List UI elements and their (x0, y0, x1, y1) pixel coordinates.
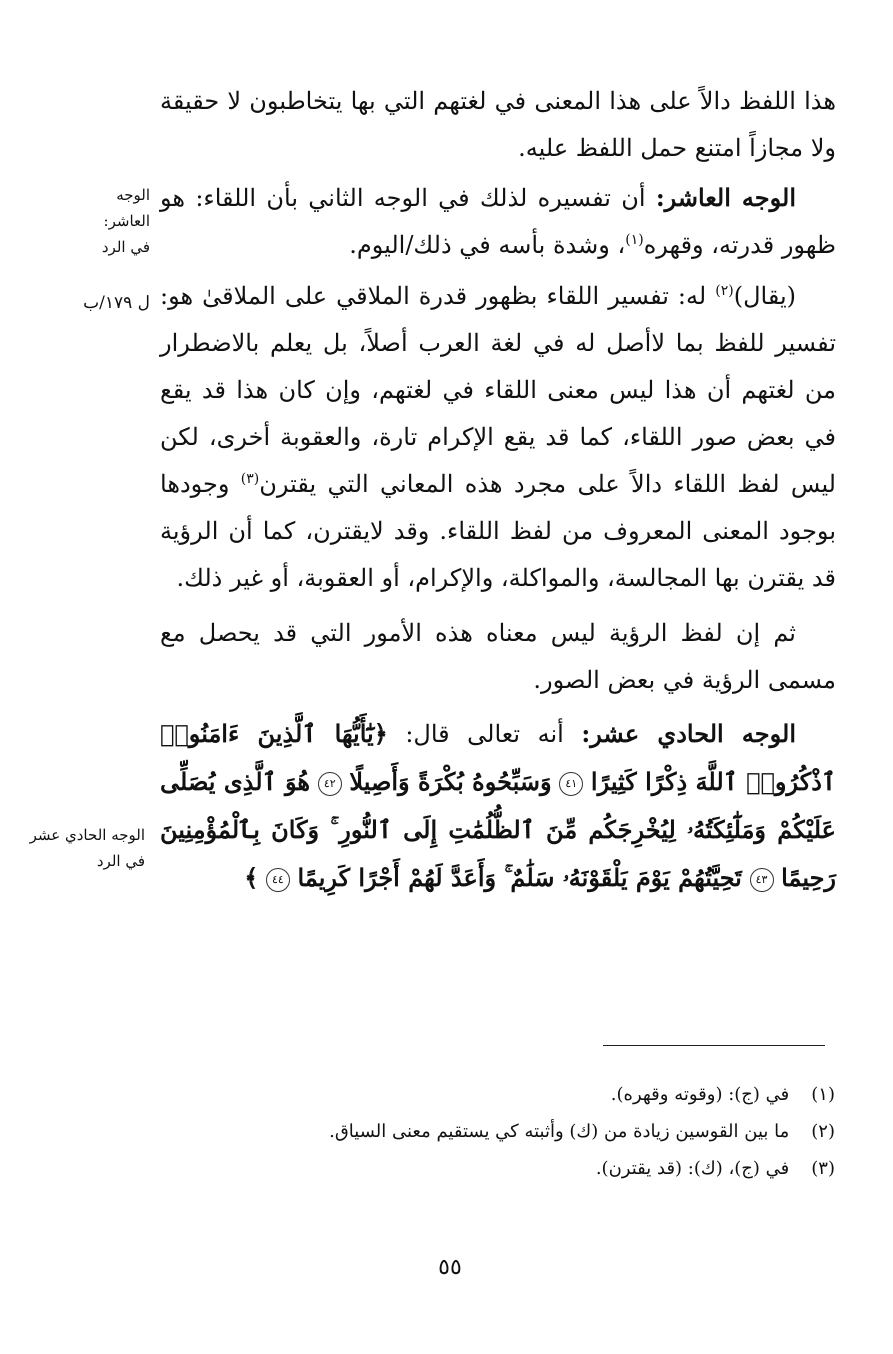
verse-number-marker: ٤٣ (750, 868, 774, 892)
quran-bracket-close: ﴾ (244, 863, 259, 892)
footnote-text: في (ج)، (ك): (قد يقترن). (595, 1158, 790, 1179)
verse-number-marker: ٤١ (559, 772, 583, 796)
footnote-ref[interactable]: (٢) (715, 283, 734, 299)
footnote-number: (٣) (811, 1158, 835, 1179)
margin-note-tenth-aspect: الوجه العاشر: في الرد (101, 186, 150, 256)
paragraph-text: (يقال) (733, 282, 796, 310)
footnote-ref[interactable]: (٣) (240, 471, 260, 487)
margin-note-folio: ل ١٧٩/ب (83, 293, 150, 313)
margin-note-eleventh-aspect: الوجه الحادي عشر في الرد (29, 826, 145, 870)
quran-verse: وَسَبِّحُوهُ بُكْرَةً وَأَصِيلًا (349, 767, 552, 796)
footnote-separator (603, 1045, 825, 1046)
footnote-text: ما بين القوسين زيادة من (ك) وأثبته كي يستقيم معنى السياق. (329, 1121, 790, 1142)
paragraph-reply (160, 273, 836, 602)
quran-verse: يَٰٓأَيُّهَا ٱلَّذِينَ ءَامَنُوا۟ ٱذْكُرُوا۟ ٱللَّهَ ذِكْرًا كَثِيرًا (160, 719, 836, 796)
paragraph-text: وجودها بوجود المعنى المعروف من لفظ اللقاء. وقد لايقترن، كما أن الرؤية قد يقترن بها المجالسة، والمواكلة، والإكرام، أو العقوبة، أو غير ذلك. (160, 470, 836, 592)
verse-number-marker: ٤٤ (266, 868, 290, 892)
footnote-3 (250, 1150, 835, 1187)
paragraph-tenth-aspect (160, 174, 836, 269)
paragraph-vision: ثم إن لفظ الرؤية ليس معناه هذه الأمور التي قد يحصل مع مسمى الرؤية في بعض الصور. (160, 619, 836, 694)
footnote-ref[interactable]: (١) (625, 232, 644, 248)
paragraph-continuation: هذا اللفظ دالاً على هذا المعنى في لغتهم التي بها يتخاطبون لا حقيقة ولا مجازاً امتنع حمل اللفظ عليه. (160, 87, 836, 162)
footnote-number: (٢) (811, 1121, 835, 1142)
section-heading: الوجه الحادي عشر: (581, 719, 796, 748)
page-number: ٥٥ (438, 1255, 462, 1280)
footnote-text: في (ج): (وقوته وقهره). (610, 1084, 790, 1105)
paragraph-text: له: تفسير اللقاء بظهور قدرة الملاقي على الملاقىٰ هو: تفسير للفظ بما لاأصل له في لغة العرب أصلاً، بل يعلم بالاضطرار من لغتهم أن هذا ليس معنى اللقاء في لغتهم، وإن كان هذا قد يقع في بعض صور اللقاء، كما قد يقع الإكرام تارة، والعقوبة أخرى، لكن ليس لفظ اللقاء دالاً على مجرد هذه المعاني التي يقترن (160, 282, 836, 498)
footnotes (250, 1076, 835, 1187)
paragraph-text: أن تفسيره لذلك في الوجه الثاني بأن اللقاء: هو ظهور قدرته، وقهره (160, 184, 836, 259)
paragraph-text: أنه تعالى قال: (405, 720, 564, 748)
main-text (160, 78, 836, 902)
paragraph-text: ، وشدة بأسه في ذلك/اليوم. (349, 231, 626, 259)
footnote-number: (١) (811, 1084, 835, 1105)
section-heading: الوجه العاشر: (655, 183, 796, 212)
paragraph-eleventh-aspect (160, 710, 836, 902)
verse-number-marker: ٤٢ (318, 772, 342, 796)
quran-verse: هُوَ ٱلَّذِى يُصَلِّى عَلَيْكُمْ وَمَلَٰٓئِكَتُهُۥ لِيُخْرِجَكُم مِّنَ ٱلظُّلُمَٰتِ إِلَى ٱلنُّورِ ۚ وَكَانَ بِٱلْمُؤْمِنِينَ رَحِيمًا (160, 767, 836, 892)
quran-bracket-open: ﴿ (373, 719, 388, 748)
footnote-1 (250, 1076, 835, 1113)
quran-verse: تَحِيَّتُهُمْ يَوْمَ يَلْقَوْنَهُۥ سَلَٰمٌ ۚ وَأَعَدَّ لَهُمْ أَجْرًا كَرِيمًا (297, 863, 742, 892)
footnote-2 (250, 1113, 835, 1150)
